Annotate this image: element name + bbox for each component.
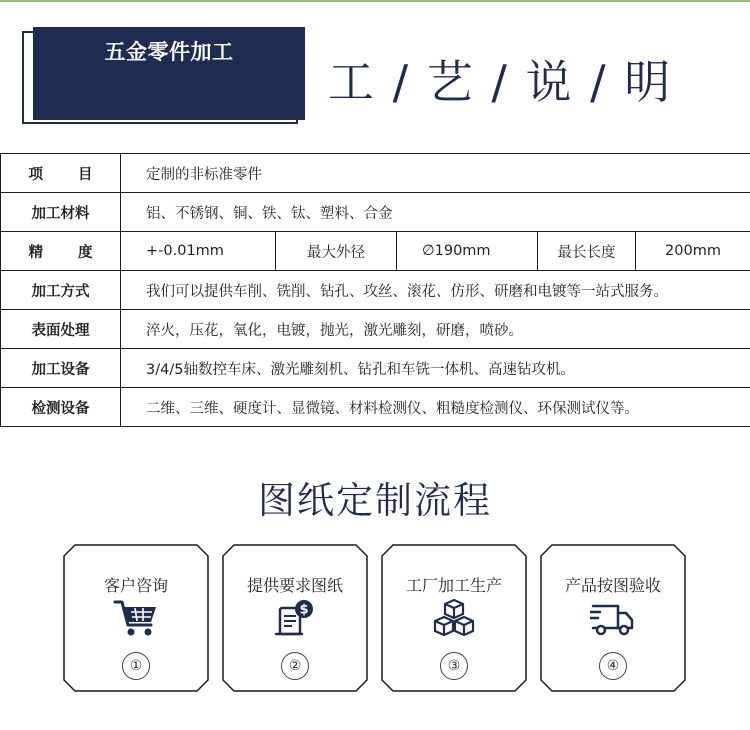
process-step <box>63 544 209 692</box>
row-value: 二维、三维、硬度计、显微镜、材料检测仪、粗糙度检测仪、环保测试仪等。 <box>121 388 750 427</box>
process-step <box>381 544 527 692</box>
precision-value: +-0.01mm <box>121 232 276 271</box>
step-number: ① <box>122 652 150 680</box>
step-number: ② <box>281 652 309 680</box>
delivery-truck-icon <box>590 598 636 638</box>
table-row <box>1 271 750 310</box>
svg-text:$: $ <box>299 602 309 618</box>
step-label: 客户咨询 <box>103 576 168 595</box>
table-row <box>1 388 750 427</box>
table-row <box>1 349 750 388</box>
spec-table <box>0 153 750 427</box>
row-label: 检测设备 <box>1 388 121 427</box>
row-value: 淬火，压花，氧化，电镀，抛光，激光雕刻，研磨，喷砂。 <box>121 310 750 349</box>
process-title: 图纸定制流程 <box>258 479 492 522</box>
shopping-cart-icon <box>113 598 159 638</box>
page-title: 工 / 艺 / 说 / 明 <box>328 55 673 109</box>
row-label: 加工设备 <box>1 349 121 388</box>
row-value: 3/4/5轴数控车床、激光雕刻机、钻孔和车铣一体机、高速钻攻机。 <box>121 349 750 388</box>
row-value: 定制的非标准零件 <box>121 154 750 193</box>
row-label: 表面处理 <box>1 310 121 349</box>
table-row <box>1 154 750 193</box>
process-step <box>222 544 368 692</box>
step-number: ③ <box>440 652 468 680</box>
row-label: 项 目 <box>1 154 121 193</box>
max-length-label: 最长长度 <box>538 232 636 271</box>
step-label: 工厂加工生产 <box>405 576 502 595</box>
document-dollar-icon <box>272 598 318 638</box>
max-diameter-label: 最大外径 <box>276 232 397 271</box>
step-label: 产品按图验收 <box>564 576 661 595</box>
row-value: 我们可以提供车削、铣削、钻孔、攻丝、滚花、仿形、研磨和电镀等一站式服务。 <box>121 271 750 310</box>
table-row <box>1 232 750 271</box>
step-label: 提供要求图纸 <box>246 576 343 595</box>
row-label: 精 度 <box>1 232 121 271</box>
row-label: 加工材料 <box>1 193 121 232</box>
boxes-icon <box>431 598 477 638</box>
max-length-value: 200mm <box>636 232 750 271</box>
top-accent-line <box>0 0 750 2</box>
table-row <box>1 310 750 349</box>
row-value: 铝、不锈钢、铜、铁、钛、塑料、合金 <box>121 193 750 232</box>
badge-title: 五金零件加工 <box>104 40 234 64</box>
table-row <box>1 193 750 232</box>
row-label: 加工方式 <box>1 271 121 310</box>
process-step <box>540 544 686 692</box>
max-diameter-value: ∅190mm <box>397 232 538 271</box>
step-number: ④ <box>599 652 627 680</box>
